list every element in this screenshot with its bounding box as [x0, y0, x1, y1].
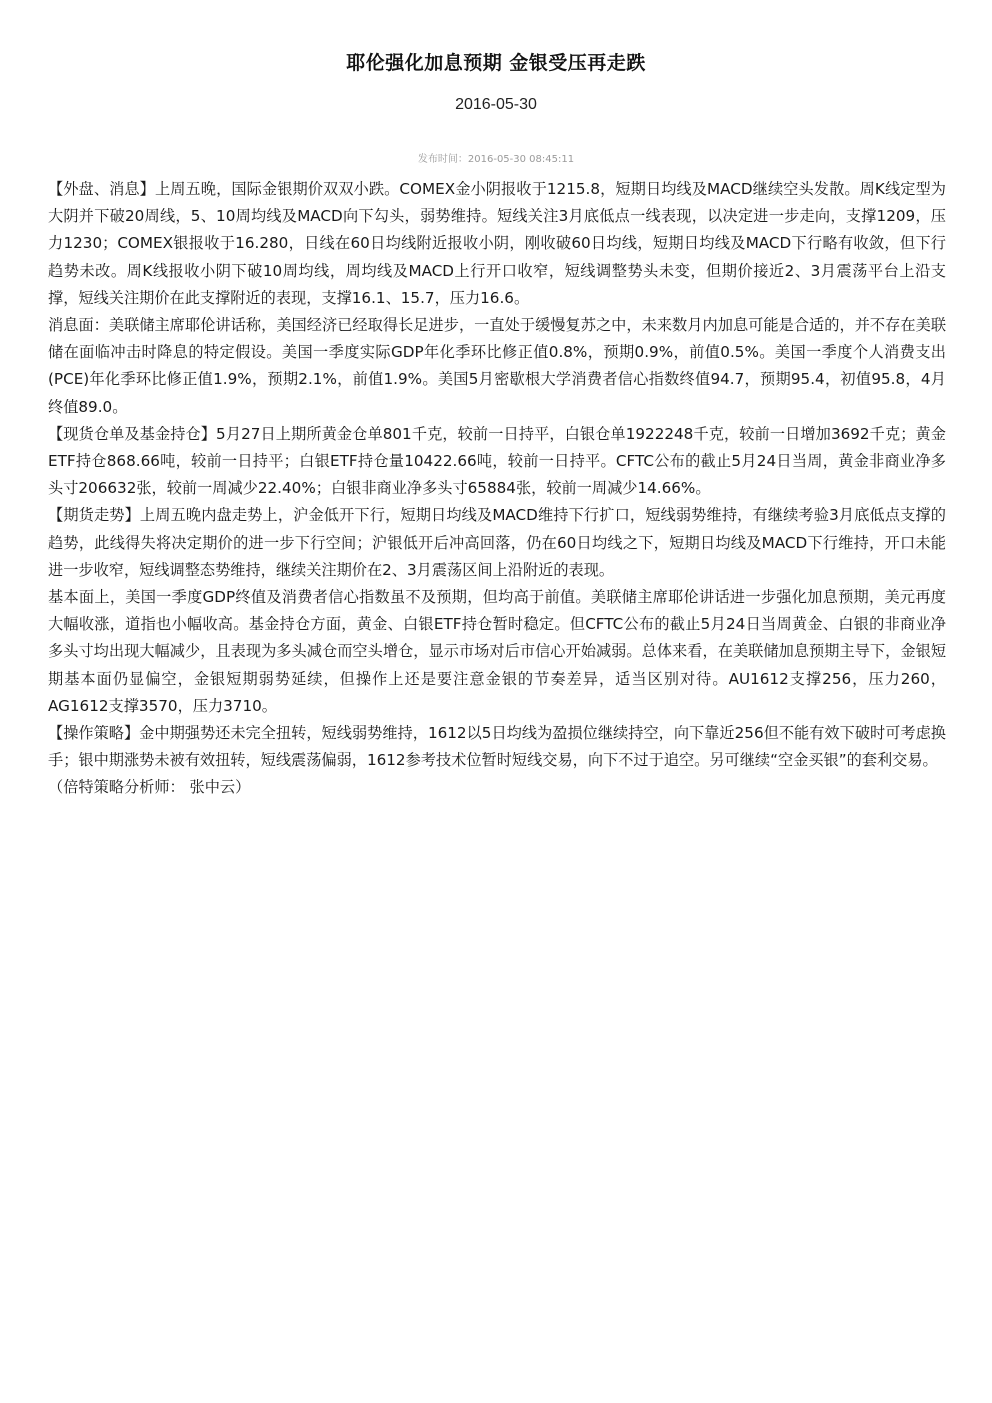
article-date: 2016-05-30 — [455, 96, 537, 113]
paragraph-news-fundamentals: 消息面：美联储主席耶伦讲话称，美国经济已经取得长足进步，一直处于缓慢复苏之中，未来数月内加息可能是合适的，并不存在美联储在面临冲击时降息的特定假设。美国一季度实际GDP年化季环比修正值0.8%，预期0.9%，前值0.5%。美国一季度个人消费支出(PCE)年化季环比修正值1.9%，预期2.1%，前值1.9%。美国5月密歇根大学消费者信心指数终值94.7，预期95.4，初值95.8，4月终值89.0。 — [48, 316, 946, 416]
paragraph-market-news: 【外盘、消息】上周五晚，国际金银期价双双小跌。COMEX金小阴报收于1215.8，短期日均线及MACD继续空头发散。周K线定型为大阴并下破20周线，5、10周均线及MACD向下勾头，弱势维持。短线关注3月底低点一线表现，以决定进一步走向，支撑1209，压力1230；COMEX银报收于16.280，日线在60日均线附近报收小阴，刚收破60日均线，短期日均线及MACD下行略有收敛，但下行趋势未改。周K线报收小阴下破10周均线，周均线及MACD上行开口收窄，短线调整势头未变，但期价接近2、3月震荡平台上沿支撑，短线关注期价在此支撑附近的表现，支撑16.1、15.7，压力16.6。 — [48, 180, 946, 307]
article-body — [48, 176, 946, 802]
paragraph-strategy: 【操作策略】金中期强势还未完全扭转，短线弱势维持，1612以5日均线为盈损位继续持空，向下靠近256但不能有效下破时可考虑换手；银中期涨势未被有效扭转，短线震荡偏弱，1612参考技术位暂时短线交易，向下不过于追空。另可继续“空金买银”的套利交易。 — [48, 724, 946, 770]
publish-time: 发布时间：2016-05-30 08:45:11 — [417, 154, 575, 165]
article-title: 耶伦强化加息预期 金银受压再走跌 — [346, 52, 646, 74]
paragraph-fundamentals: 基本面上，美国一季度GDP终值及消费者信心指数虽不及预期，但均高于前值。美联储主席耶伦讲话进一步强化加息预期，美元再度大幅收涨，道指也小幅收高。基金持仓方面，黄金、白银ETF持仓暂时稳定。但CFTC公布的截止5月24日当周黄金、白银的非商业净多头寸均出现大幅减少，且表现为多头减仓而空头增仓，显示市场对后市信心开始减弱。总体来看，在美联储加息预期主导下，金银短期基本面仍显偏空，金银短期弱势延续，但操作上还是要注意金银的节奏差异，适当区别对待。AU1612支撑256，压力260，AG1612支撑3570，压力3710。 — [48, 588, 946, 715]
paragraph-futures-trend: 【期货走势】上周五晚内盘走势上，沪金低开下行，短期日均线及MACD维持下行扩口，短线弱势维持，有继续考验3月底低点支撑的趋势，此线得失将决定期价的进一步下行空间；沪银低开后冲高回落，仍在60日均线之下，短期日均线及MACD下行维持，开口未能进一步收窄，短线调整态势维持，继续关注期价在2、3月震荡区间上沿附近的表现。 — [48, 506, 946, 579]
paragraph-analyst: （倍特策略分析师： 张中云） — [48, 778, 251, 797]
paragraph-warehouse-positions: 【现货仓单及基金持仓】5月27日上期所黄金仓单801千克，较前一日持平，白银仓单1922248千克，较前一日增加3692千克；黄金ETF持仓868.66吨，较前一日持平；白银ETF持仓量10422.66吨，较前一日持平。CFTC公布的截止5月24日当周，黄金非商业净多头寸206632张，较前一周减少22.40%；白银非商业净多头寸65884张，较前一周减少14.66%。 — [48, 424, 946, 498]
